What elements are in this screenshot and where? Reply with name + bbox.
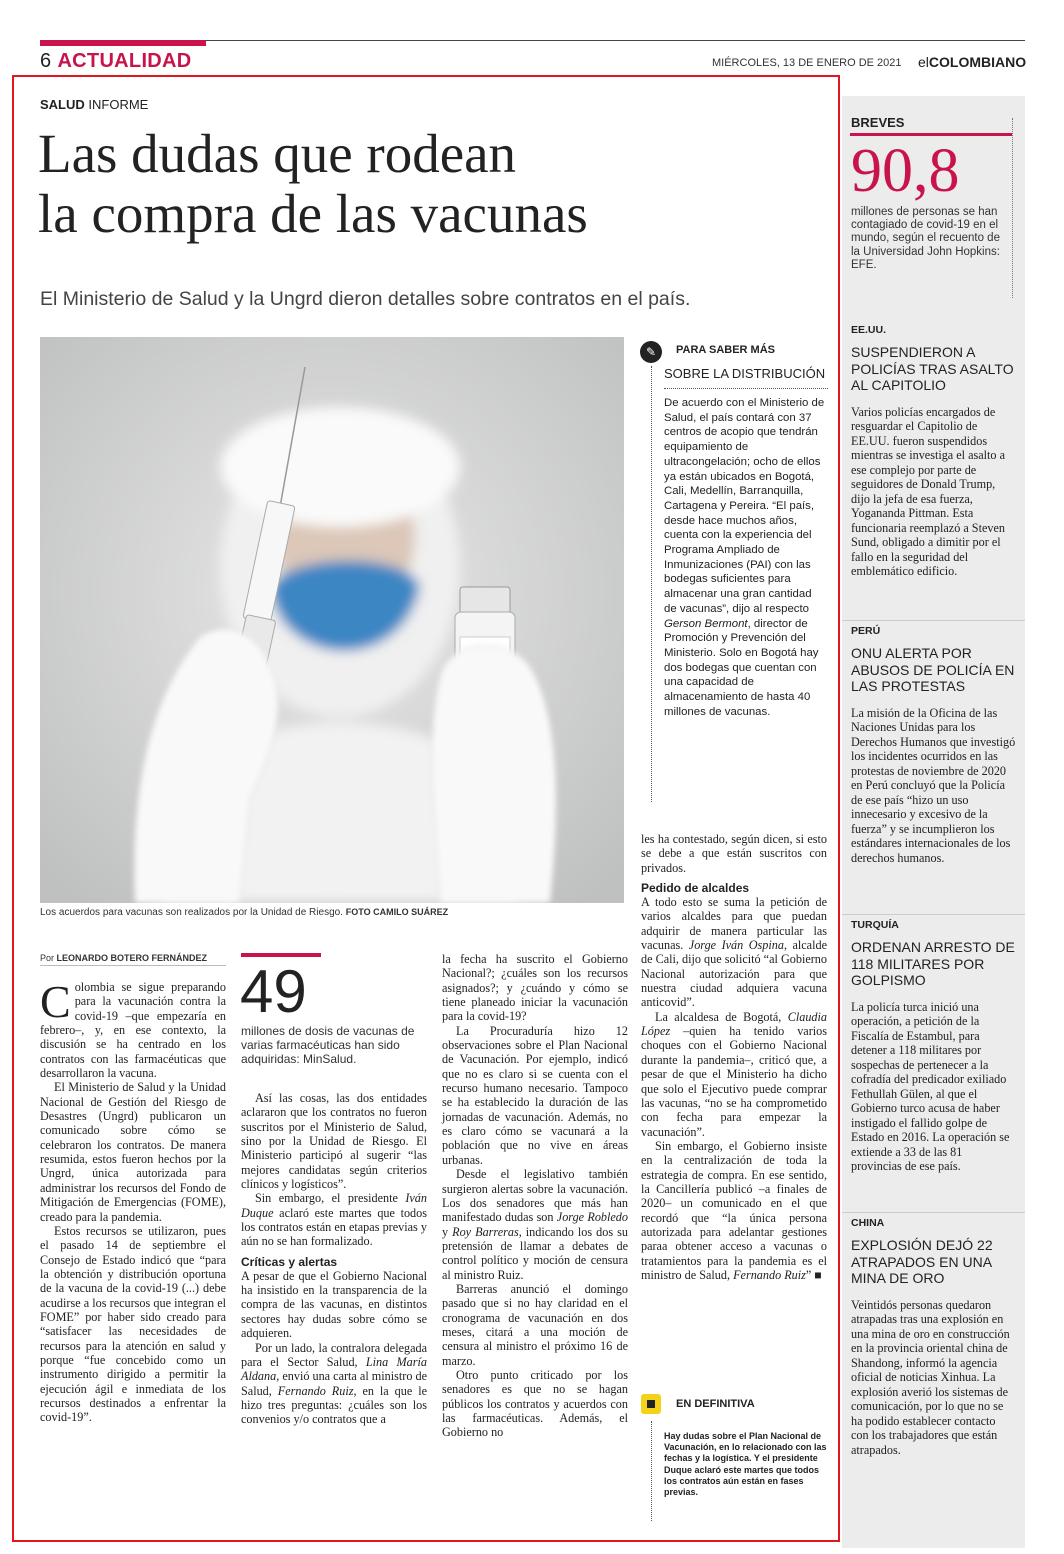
body-column-1 (40, 976, 226, 1425)
stat-text: millones de dosis de vacunas de varias farmacéuticas han sido adquiridas: MinSalud. (241, 1024, 415, 1066)
brief-separator (842, 1212, 1025, 1213)
photo-credit: FOTO CAMILO SUÁREZ (345, 907, 449, 917)
section-accent-bar (40, 40, 206, 46)
brief-headline: ORDENAN ARRESTO DE 118 MILITARES POR GOLPISMO (851, 939, 1015, 988)
para-saber-mas-text: De acuerdo con el Ministerio de Salud, el país contará con 37 centros de acopio que tendrán equipamiento de ultracongelación; ocho de ellos ya están ubicados en Bogotá, Cali, Medellín, Barranquilla, Cartagena y Pereira. “El país, desde hace muchos años, cuenta con la experiencia del Programa Ampliado de Inmunizaciones (PAI) con las bodegas suficientes para almacenar una gran cantidad de vacunas”, dijo al respecto Gerson Bermont, director de Promoción y Prevención del Ministerio. Solo en Bogotá hay dos bodegas que cuentan con una capacidad de almacenamiento de hasta 40 millones de vacunas. (664, 397, 825, 718)
stat-number: 49 (240, 958, 307, 1025)
para-saber-mas-label: PARA SABER MÁS (676, 344, 776, 356)
body-paragraph: Desde el legislativo también surgieron alertas sobre la vacunación. Los dos senadores que más han manifestado dudas son Jorge Robledo y Roy Barreras, indicando los dos su pretensión de llamar a debates de control político y moción de censura al ministro Ruiz. (442, 1167, 628, 1282)
article-photo (40, 337, 624, 903)
brief-label: TURQUÍA (851, 919, 899, 931)
brief-headline: EXPLOSIÓN DEJÓ 22 ATRAPADOS EN UNA MINA DE ORO (851, 1237, 993, 1286)
brief-item (851, 625, 1016, 865)
body-paragraph: El Ministerio de Salud y la Unidad Nacional de Gestión del Riesgo de Desastres (Ungrd) publicaron un comunicado sobre cómo se celebraron los contratos. De manera resumida, estos fueron hechos por la Ungrd, única autorizada para administrar los recursos del Fondo de Mitigación de Emergencias (FOME), creado para la pandemia. (40, 1080, 226, 1224)
body-column-2 (241, 1091, 427, 1427)
section-name: ACTUALIDAD (57, 50, 192, 72)
newspaper-logo: elCOLOMBIANO (918, 54, 1027, 70)
brief-text: La misión de la Oficina de las Naciones Unidas para los Derechos Humanos que investigó los incidentes ocurridos en las protestas de noviembre de 2020 en Perú concluyó que la Policía de ese país “hizo un uso innecesario y excesivo de la fuerza” y se incumplieron los estándares internacionales de los derechos humanos. (851, 705, 1016, 865)
dropcap: C (40, 976, 71, 1027)
byline: Por LEONARDO BOTERO FERNÁNDEZ (40, 953, 226, 966)
body-column-4 (641, 832, 827, 1282)
subhead: Pedido de alcaldes (641, 881, 750, 896)
body-paragraph: Sin embargo, el presidente Iván Duque aclaró este martes que todos los contratos están en etapas previas y aún no se han formalizado. (241, 1191, 427, 1249)
para-saber-mas-title: SOBRE LA DISTRIBUCIÓN (664, 366, 826, 381)
summary-icon (641, 1394, 661, 1414)
body-paragraph: La alcaldesa de Bogotá, Claudia López –quien ha tenido varios choques con el Gobierno Nacional durante la pandemia–, criticó que, a pesar de que el Ministerio ha dicho que solo el Ejecutivo puede comprar las vacunas, “no se ha comprometido con fecha para empezar la vacunación”. (641, 1009, 827, 1139)
body-paragraph: A todo esto se suma la petición de varios alcaldes para que puedan adquirir de manera particular las vacunas. Jorge Iván Ospina, alcalde de Cali, dijo que solicitó “al Gobierno Nacional autorización para que nuestra ciudad adquiera vacuna anticovid”. (641, 895, 827, 1010)
brief-text: La policía turca inició una operación, a petición de la Fiscalía de Estambul, para detener a 118 militares por sospechas de pertenecer a la cofradía del predicador exiliado Fethullah Gülen, al que el Gobierno turco acusa de haber instigado el fallido golpe de Estado en 2016. La operación se extiende a 33 de las 81 provincias de ese país. (851, 999, 1010, 1173)
brief-item (851, 1217, 1016, 1457)
brief-label: PERÚ (851, 625, 881, 637)
brief-text: Veintidós personas quedaron atrapadas tras una explosión en una mina de oro en construcción en la provincia oriental china de Shandong, informó la agencia oficial de noticias Xinhua. La explosión averió los sistemas de comunicación, por lo que no se ha podido establecer contacto con los trabajadores que están atrapados. (851, 1297, 1010, 1457)
body-paragraph: Barreras anunció el domingo pasado que si no hay claridad en el cronograma de vacunación en dos meses, citará a una moción de censura al ministro el próximo 16 de marzo. (442, 1281, 628, 1368)
issue-date: MIÉRCOLES, 13 DE ENERO DE 2021 (712, 57, 902, 69)
subhead: Críticas y alertas (241, 1254, 338, 1269)
brief-headline: ONU ALERTA POR ABUSOS DE POLICÍA EN LAS PROTESTAS (851, 645, 1015, 694)
brief-label: EE.UU. (851, 324, 887, 336)
breves-label: BREVES (851, 115, 905, 130)
brief-item (851, 919, 1016, 1174)
brief-item (851, 324, 1016, 579)
section-header (40, 50, 192, 73)
body-paragraph: Por un lado, la contralora delegada para el Sector Salud, Lina María Aldana, envió una carta al ministro de Salud, Fernando Ruiz, en la que le hizo tres preguntas: ¿cuáles son los convenios y/o contratos que a (241, 1340, 427, 1427)
breves-accent-bar (850, 133, 1012, 136)
photo-caption: Los acuerdos para vacunas son realizados por la Unidad de Riesgo. FOTO CAMILO SUÁREZ (40, 907, 449, 918)
breves-number-text: millones de personas se han contagiado de covid-19 en el mundo, según el recuento de la Universidad John Hopkins: EFE. (851, 206, 1000, 271)
body-paragraph: A pesar de que el Gobierno Nacional ha insistido en la transparencia de la compra de las vacunas, en distintos sectores hay dudas sobre cómo se adquieren. (241, 1268, 427, 1341)
body-paragraph: Colombia se sigue preparando para la vacunación contra la covid-19 –que empezaría en febrero–, y, en ese contexto, la discusión se ha centrado en los contratos con las farmacéuticas que desarrollaron la vacuna. (40, 976, 226, 1081)
body-paragraph: Sin embargo, el Gobierno insiste en la centralización de toda la estrategia de compra. En ese sentido, la Cancillería publicó –a finales de 2020– un comunicado en el que recordó que “la única persona autorizada para adelantar gestiones paraa obtener acceso a vacunas o tratamientos para la pandemia es el ministro de Salud, Fernando Ruiz” ■ (641, 1138, 827, 1282)
headline: Las dudas que rodean la compra de las vacunas (38, 123, 588, 244)
body-paragraph: Estos recursos se utilizaron, pues el pasado 14 de septiembre el Consejo de Estado indicó que “para la obtención y distribución oportuna de la vacuna de la covid-19 (...) debe acudirse a los recursos que integran el FOME” por haber sido creado para “satisfacer las necesidades de recursos para la atención en salud y porque “fue concebido como un instrumento dirigido a permitir la ejecución ágil e inmediata de los recursos destinados a enfrentar la covid-19”. (40, 1223, 226, 1425)
body-paragraph: Así las cosas, las dos entidades aclararon que los contratos no fueron suscritos por el Ministerio de Salud, sino por la Unidad de Riesgo. El Ministerio participó al sugerir “las mejores candidatas según criterios clínicos y logísticos”. (241, 1091, 427, 1192)
pin-icon: ✎ (640, 341, 662, 363)
en-definitiva-box: Hay dudas sobre el Plan Nacional de Vacunación, en lo relacionado con las fechas y la logística. Y el presidente Duque aclaró este martes que todos los contratos aún están en fases previas. (651, 1421, 827, 1521)
body-paragraph: les ha contestado, según dicen, si esto se debe a que están suscritos con privados. (641, 832, 827, 875)
stat-accent-bar (241, 953, 321, 957)
brief-headline: SUSPENDIERON A POLICÍAS TRAS ASALTO AL CAPITOLIO (851, 344, 1014, 393)
para-saber-mas-box (651, 366, 827, 802)
body-paragraph: La Procuraduría hizo 12 observaciones sobre el Plan Nacional de Vacunación. Por ejemplo, indicó que no es claro si se cuenta con el recurso humano necesario. Tampoco se ha establecido la duración de las jornadas de vacunación. Además, no es claro cómo se vacunará a la población que no vive en áreas urbanas. (442, 1023, 628, 1167)
brief-separator (842, 914, 1025, 915)
brief-label: CHINA (851, 1217, 885, 1229)
body-column-3 (442, 952, 628, 1440)
body-paragraph: la fecha ha suscrito el Gobierno Nacional?; ¿cuáles son los recursos asignados?; y ¿cuándo y cómo se tiene planeado iniciar la vacunación para la covid-19? (442, 952, 628, 1024)
brief-text: Varios policías encargados de resguardar el Capitolio de EE.UU. fueron suspendidos mientras se investiga el asalto a ese complejo por parte de seguidores de Donald Trump, dijo la jefa de esa fuerza, Yogananda Pittman. Esta funcionaria reemplazó a Steven Sund, obligado a dimitir por el fallo en la seguridad del emblemático edificio. (851, 404, 1005, 578)
breves-number: 90,8 (851, 137, 960, 205)
page-number: 6 (40, 50, 52, 72)
deck: El Ministerio de Salud y la Ungrd dieron detalles sobre contratos en el país. (40, 288, 691, 310)
body-paragraph: Otro punto criticado por los senadores es que no se hagan públicos los contratos y acuerdos con las farmacéuticas. Además, el Gobierno no (442, 1367, 628, 1440)
vaccine-photo-illustration (40, 337, 624, 903)
article-kicker: SALUD INFORME (40, 97, 149, 112)
en-definitiva-label: EN DEFINITIVA (676, 1398, 755, 1410)
brief-separator (842, 620, 1025, 621)
